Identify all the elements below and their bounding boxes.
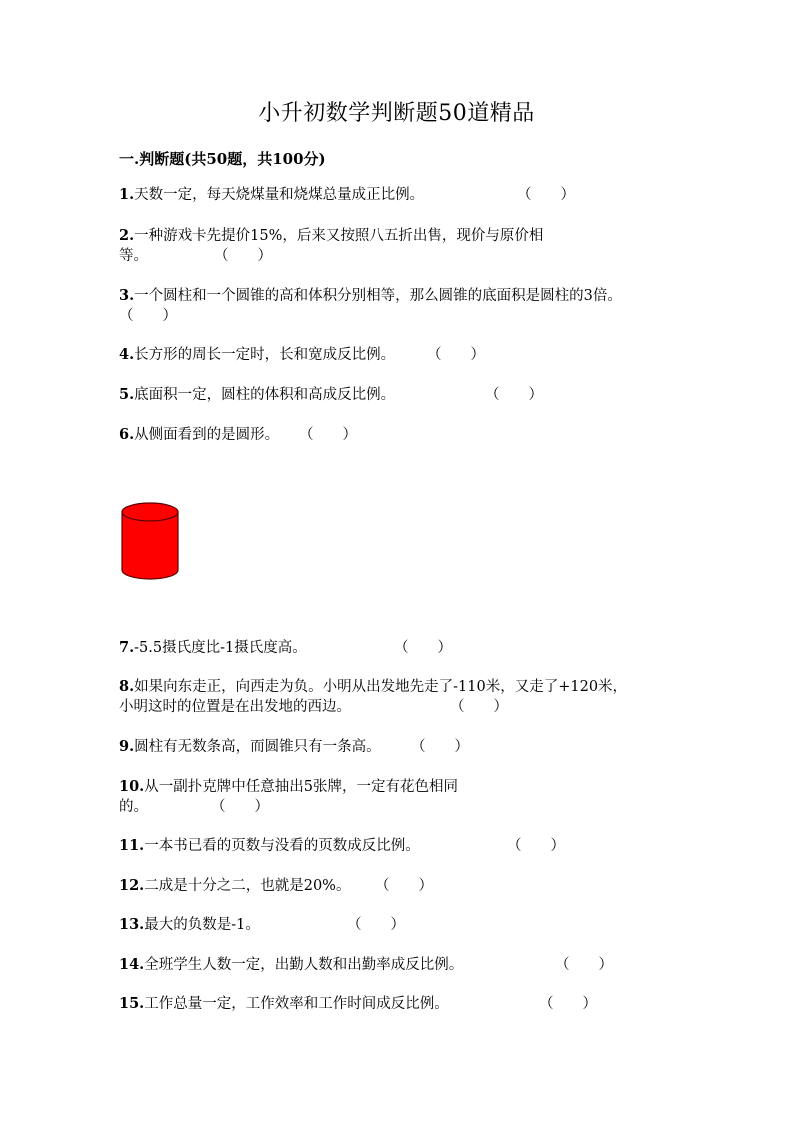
question-12 <box>119 876 433 896</box>
question-3-line2 <box>119 306 177 326</box>
question-2 <box>119 226 543 246</box>
question-number: 4. <box>119 346 135 363</box>
question-1 <box>119 185 575 205</box>
question-number: 13. <box>119 916 145 933</box>
answer-blank[interactable]: （ ） <box>214 248 272 264</box>
question-text: 从侧面看到的是圆形。 <box>134 427 280 443</box>
answer-blank[interactable]: （ ） <box>507 838 565 854</box>
question-text: -5.5摄氏度比-1摄氏度高。 <box>134 640 307 656</box>
question-13 <box>119 915 405 935</box>
cylinder-top <box>122 503 178 521</box>
question-text: 最大的负数是-1。 <box>144 917 260 933</box>
question-7 <box>119 638 452 658</box>
question-2-line2 <box>119 246 272 266</box>
question-15 <box>119 994 597 1014</box>
question-number: 7. <box>119 639 135 656</box>
answer-blank[interactable]: （ ） <box>517 187 575 203</box>
question-text: 天数一定，每天烧煤量和烧煤总量成正比例。 <box>134 187 425 203</box>
question-number: 9. <box>119 738 135 755</box>
question-number: 12. <box>119 877 145 894</box>
question-text: 如果向东走正，向西走为负。小明从出发地先走了-110米，又走了+120米， <box>134 679 628 695</box>
question-3 <box>119 286 622 306</box>
question-number: 6. <box>119 426 135 443</box>
question-number: 10. <box>119 778 145 795</box>
question-5 <box>119 385 543 405</box>
question-number: 2. <box>119 227 135 244</box>
answer-blank[interactable]: （ ） <box>211 799 269 815</box>
question-14 <box>119 955 613 975</box>
question-text: 全班学生人数一定，出勤人数和出勤率成反比例。 <box>144 957 464 973</box>
cylinder-body <box>122 512 178 579</box>
answer-blank[interactable]: （ ） <box>555 957 613 973</box>
question-text: 一个圆柱和一个圆锥的高和体积分别相等，那么圆锥的底面积是圆柱的3倍。 <box>134 288 622 304</box>
question-text-continued: 小明这时的位置是在出发地的西边。 <box>119 699 351 715</box>
question-text: 工作总量一定，工作效率和工作时间成反比例。 <box>144 996 449 1012</box>
question-text-continued: 的。 <box>119 799 148 815</box>
question-number: 11. <box>119 837 145 854</box>
question-6 <box>119 425 357 445</box>
question-text: 底面积一定，圆柱的体积和高成反比例。 <box>134 387 396 403</box>
question-8 <box>119 677 627 697</box>
question-8-line2 <box>119 697 508 717</box>
answer-blank[interactable]: （ ） <box>539 996 597 1012</box>
question-9 <box>119 737 469 757</box>
question-text: 一本书已看的页数与没看的页数成反比例。 <box>144 838 420 854</box>
question-text: 一种游戏卡先提价15%，后来又按照八五折出售，现价与原价相 <box>134 228 544 244</box>
question-4 <box>119 345 485 365</box>
question-10 <box>119 777 458 797</box>
question-number: 14. <box>119 956 145 973</box>
cylinder-figure <box>120 500 182 582</box>
answer-blank[interactable]: （ ） <box>119 308 177 324</box>
question-text: 从一副扑克牌中任意抽出5张牌，一定有花色相同 <box>144 779 458 795</box>
answer-blank[interactable]: （ ） <box>347 917 405 933</box>
question-number: 8. <box>119 678 135 695</box>
question-text-continued: 等。 <box>119 248 148 264</box>
question-text: 二成是十分之二，也就是20%。 <box>144 878 351 894</box>
question-10-line2 <box>119 797 269 817</box>
question-number: 5. <box>119 386 135 403</box>
question-text: 圆柱有无数条高，而圆锥只有一条高。 <box>134 739 381 755</box>
question-number: 3. <box>119 287 135 304</box>
question-text: 长方形的周长一定时，长和宽成反比例。 <box>134 347 396 363</box>
page-title: 小升初数学判断题50道精品 <box>258 101 535 126</box>
answer-blank[interactable]: （ ） <box>427 347 485 363</box>
answer-blank[interactable]: （ ） <box>299 427 357 443</box>
question-number: 15. <box>119 995 145 1012</box>
answer-blank[interactable]: （ ） <box>394 640 452 656</box>
question-number: 1. <box>119 186 135 203</box>
answer-blank[interactable]: （ ） <box>485 387 543 403</box>
answer-blank[interactable]: （ ） <box>411 739 469 755</box>
section-heading: 一.判断题(共50题，共100分) <box>119 150 326 168</box>
answer-blank[interactable]: （ ） <box>450 699 508 715</box>
question-11 <box>119 836 565 856</box>
answer-blank[interactable]: （ ） <box>375 878 433 894</box>
